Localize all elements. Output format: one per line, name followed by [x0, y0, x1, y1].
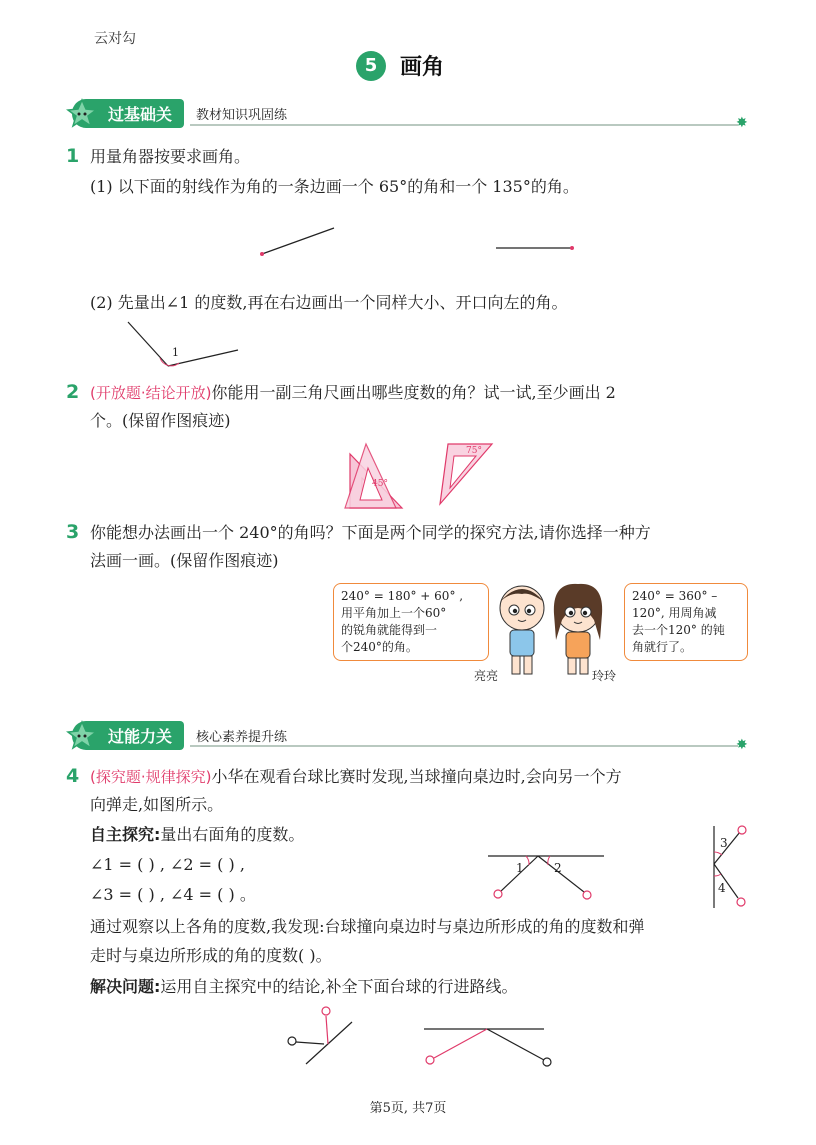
page-footer: 第5页, 共7页 — [369, 1101, 447, 1116]
angle-label: 2 — [554, 861, 562, 875]
question-line — [90, 382, 616, 404]
billiard-figure-side — [704, 822, 756, 912]
ruler-angle-label: 75° — [466, 446, 482, 456]
star-mascot-icon — [64, 98, 104, 128]
question-part: (2) 先量出∠1 的度数,再在右边画出一个同样大小、开口向左的角。 — [90, 293, 568, 312]
section-subtitle-ability: 核心素养提升练 — [196, 729, 288, 745]
answer-blanks: ∠1 = ( ) , ∠2 = ( ) , — [90, 855, 245, 874]
speech-bubble-right: 240° = 360° – 120°, 用周角减 去一个120° 的钝 角就行了。 — [624, 583, 748, 661]
rays-figure — [250, 222, 590, 262]
observation-text: 通过观察以上各角的度数,我发现:台球撞向桌边时与桌边所形成的角的度数和弹 — [90, 917, 645, 936]
question-number: 3 — [66, 521, 80, 543]
question-text: 法画一画。(保留作图痕迹) — [90, 551, 279, 570]
question-line — [90, 766, 622, 788]
question-number: 4 — [66, 765, 80, 787]
triangle-rulers-figure — [340, 440, 500, 512]
billiard-paths-figure — [282, 1002, 562, 1074]
explore-text: 量出右面角的度数。 — [160, 825, 305, 844]
star-mascot-icon — [64, 720, 104, 750]
angle-label: 3 — [720, 836, 728, 850]
question-number: 1 — [66, 145, 80, 167]
explore-label: 自主探究: — [90, 825, 161, 844]
section-divider — [190, 124, 738, 126]
question-stem: 用量角器按要求画角。 — [90, 147, 251, 166]
section-divider — [190, 745, 738, 747]
student-name-right: 玲玲 — [592, 669, 617, 683]
question-tag: (探究题·规律探究) — [90, 768, 212, 786]
question-part: (1) 以下面的射线作为角的一条边画一个 65°的角和一个 135°的角。 — [90, 177, 579, 196]
question-tag: (开放题·结论开放) — [90, 384, 212, 402]
section-title-basic: 过基础关 — [72, 99, 184, 128]
explore-line — [90, 824, 304, 846]
brand-label: 云对勾 — [94, 31, 136, 47]
ruler-angle-label: 45° — [372, 479, 388, 489]
star-icon: ✸ — [736, 737, 748, 753]
lesson-title-block — [356, 50, 444, 81]
observation-text: 走时与桌边所形成的角的度数( )。 — [90, 946, 332, 965]
solve-text: 运用自主探究中的结论,补全下面台球的行进路线。 — [160, 977, 518, 996]
question-text: 个。(保留作图痕迹) — [90, 411, 231, 430]
section-subtitle-basic: 教材知识巩固练 — [196, 107, 288, 123]
speech-bubble-left: 240° = 180° + 60° , 用平角加上一个60° 的锐角就能得到一 个240°的角。 — [333, 583, 489, 661]
lesson-number-badge: 5 — [356, 51, 386, 81]
angle-figure — [120, 318, 250, 374]
star-icon: ✸ — [736, 115, 748, 131]
question-text: 你能想办法画出一个 240°的角吗？下面是两个同学的探究方法,请你选择一种方 — [90, 523, 651, 542]
question-text: 你能用一副三角尺画出哪些度数的角？试一试,至少画出 2 — [211, 383, 616, 402]
section-title-ability: 过能力关 — [72, 721, 184, 750]
solve-label: 解决问题: — [90, 977, 161, 996]
lesson-title: 画角 — [400, 55, 445, 80]
angle-label: 1 — [516, 861, 524, 875]
question-number: 2 — [66, 381, 80, 403]
angle-label: 1 — [172, 346, 179, 359]
question-text: 小华在观看台球比赛时发现,当球撞向桌边时,会向另一个方 — [211, 767, 622, 786]
student-name-left: 亮亮 — [474, 669, 499, 683]
angle-label: 4 — [718, 881, 726, 895]
question-text: 向弹走,如图所示。 — [90, 795, 224, 814]
solve-line — [90, 976, 518, 998]
answer-blanks: ∠3 = ( ) , ∠4 = ( ) 。 — [90, 885, 256, 904]
billiard-figure-top — [488, 848, 608, 904]
